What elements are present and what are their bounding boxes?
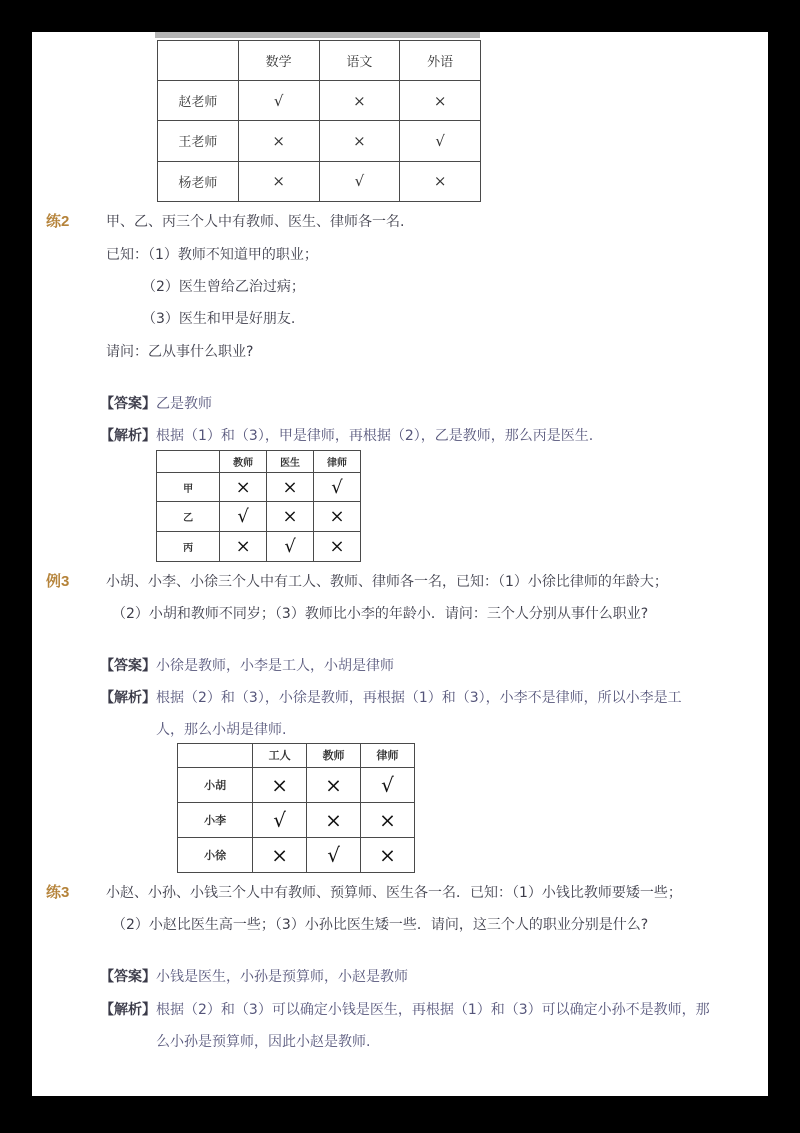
table-header-row	[157, 451, 361, 473]
row-name: 丙	[157, 532, 220, 562]
analysis-line-1	[100, 687, 682, 707]
table-header-cell: 教师	[307, 744, 361, 768]
table-header-cell: 语文	[319, 41, 400, 81]
cross-mark-icon: ×	[400, 161, 481, 201]
analysis-line-2: 么小孙是预算师，因此小赵是教师.	[156, 1034, 371, 1050]
answer-tag: 【答案】	[100, 969, 156, 985]
question-line-1: 小胡、小李、小徐三个人中有工人、教师、律师各一名，已知：（1）小徐比律师的年龄大；	[106, 574, 668, 590]
table-header-cell: 数学	[238, 41, 319, 81]
table-header-cell	[157, 451, 220, 473]
cross-mark-icon: ×	[238, 161, 319, 201]
table-row	[157, 502, 361, 532]
row-name: 小李	[178, 802, 253, 837]
table-header-cell: 医生	[267, 451, 314, 473]
cross-mark-icon: ×	[307, 767, 361, 802]
analysis-tag: 【解析】	[100, 690, 156, 706]
exercise-label: 练2	[46, 213, 70, 230]
row-name: 王老师	[158, 121, 239, 161]
answer-tag: 【答案】	[100, 658, 156, 674]
table-header-cell: 律师	[361, 744, 415, 768]
analysis-tag: 【解析】	[100, 1002, 156, 1018]
check-mark-icon: √	[319, 161, 400, 201]
row-name: 甲	[157, 472, 220, 502]
question-ask: 请问：乙从事什么职业?	[106, 344, 254, 360]
answer-text: 小钱是医生，小孙是预算师，小赵是教师	[156, 969, 408, 985]
row-name: 小徐	[178, 837, 253, 872]
analysis-text: 根据（1）和（3），甲是律师，再根据（2），乙是教师，那么丙是医生.	[156, 428, 594, 444]
table-header-row	[178, 744, 415, 768]
analysis-line-1	[100, 999, 710, 1019]
row-name: 杨老师	[158, 161, 239, 201]
table-row	[157, 532, 361, 562]
condition-1: 已知：（1）教师不知道甲的职业；	[106, 247, 318, 263]
question-line-2: （2）小胡和教师不同岁；（3）教师比小李的年龄小．请问：三个人分别从事什么职业?	[112, 606, 649, 622]
question-line-2: （2）小赵比医生高一些；（3）小孙比医生矮一些．请问，这三个人的职业分别是什么?	[112, 917, 649, 933]
check-mark-icon: √	[253, 802, 307, 837]
analysis-line-2: 人，那么小胡是律师.	[156, 722, 287, 738]
cross-mark-icon: ×	[220, 532, 267, 562]
answer-text: 小徐是教师，小李是工人，小胡是律师	[156, 658, 394, 674]
cross-mark-icon: ×	[307, 802, 361, 837]
table-row	[158, 161, 481, 201]
table-header-cell: 教师	[220, 451, 267, 473]
teacher-subject-table	[157, 40, 481, 202]
cross-mark-icon: ×	[220, 472, 267, 502]
question-text: 甲、乙、丙三个人中有教师、医生、律师各一名.	[106, 214, 405, 230]
cross-mark-icon: ×	[400, 81, 481, 121]
document-page	[32, 32, 768, 1096]
cross-mark-icon: ×	[361, 802, 415, 837]
question-line-1: 小赵、小孙、小钱三个人中有教师、预算师、医生各一名．已知：（1）小钱比教师要矮一些；	[106, 885, 682, 901]
cross-mark-icon: ×	[319, 81, 400, 121]
table-row	[158, 121, 481, 161]
check-mark-icon: √	[400, 121, 481, 161]
analysis-tag: 【解析】	[100, 428, 156, 444]
check-mark-icon: √	[238, 81, 319, 121]
table-row	[158, 81, 481, 121]
cross-mark-icon: ×	[361, 837, 415, 872]
cross-mark-icon: ×	[267, 502, 314, 532]
check-mark-icon: √	[314, 472, 361, 502]
table-header-cell	[158, 41, 239, 81]
image-top-border	[155, 32, 480, 38]
cross-mark-icon: ×	[319, 121, 400, 161]
row-name: 赵老师	[158, 81, 239, 121]
table-header-cell: 工人	[253, 744, 307, 768]
condition-3: （3）医生和甲是好朋友.	[142, 311, 296, 327]
cross-mark-icon: ×	[253, 767, 307, 802]
analysis-text: 根据（2）和（3），小徐是教师，再根据（1）和（3），小李不是律师，所以小李是工	[156, 690, 682, 706]
table-row	[178, 837, 415, 872]
example-label: 例3	[46, 573, 70, 590]
answer-tag: 【答案】	[100, 396, 156, 412]
check-mark-icon: √	[361, 767, 415, 802]
cross-mark-icon: ×	[314, 502, 361, 532]
table-header-cell: 律师	[314, 451, 361, 473]
answer-line	[100, 655, 394, 675]
cross-mark-icon: ×	[253, 837, 307, 872]
row-name: 乙	[157, 502, 220, 532]
cross-mark-icon: ×	[314, 532, 361, 562]
person-job-table	[156, 450, 361, 562]
row-name: 小胡	[178, 767, 253, 802]
check-mark-icon: √	[220, 502, 267, 532]
check-mark-icon: √	[307, 837, 361, 872]
table-header-cell	[178, 744, 253, 768]
condition-2: （2）医生曾给乙治过病；	[142, 279, 305, 295]
exercise-label: 练3	[46, 884, 70, 901]
answer-text: 乙是教师	[156, 396, 212, 412]
table-row	[178, 767, 415, 802]
answer-line	[100, 966, 408, 986]
person-job-table	[177, 743, 415, 873]
table-header-row	[158, 41, 481, 81]
answer-line	[100, 393, 212, 413]
check-mark-icon: √	[267, 532, 314, 562]
cross-mark-icon: ×	[267, 472, 314, 502]
table-header-cell: 外语	[400, 41, 481, 81]
analysis-line	[100, 425, 593, 445]
table-row	[157, 472, 361, 502]
cross-mark-icon: ×	[238, 121, 319, 161]
analysis-text: 根据（2）和（3）可以确定小钱是医生，再根据（1）和（3）可以确定小孙不是教师，那	[156, 1002, 710, 1018]
table-row	[178, 802, 415, 837]
